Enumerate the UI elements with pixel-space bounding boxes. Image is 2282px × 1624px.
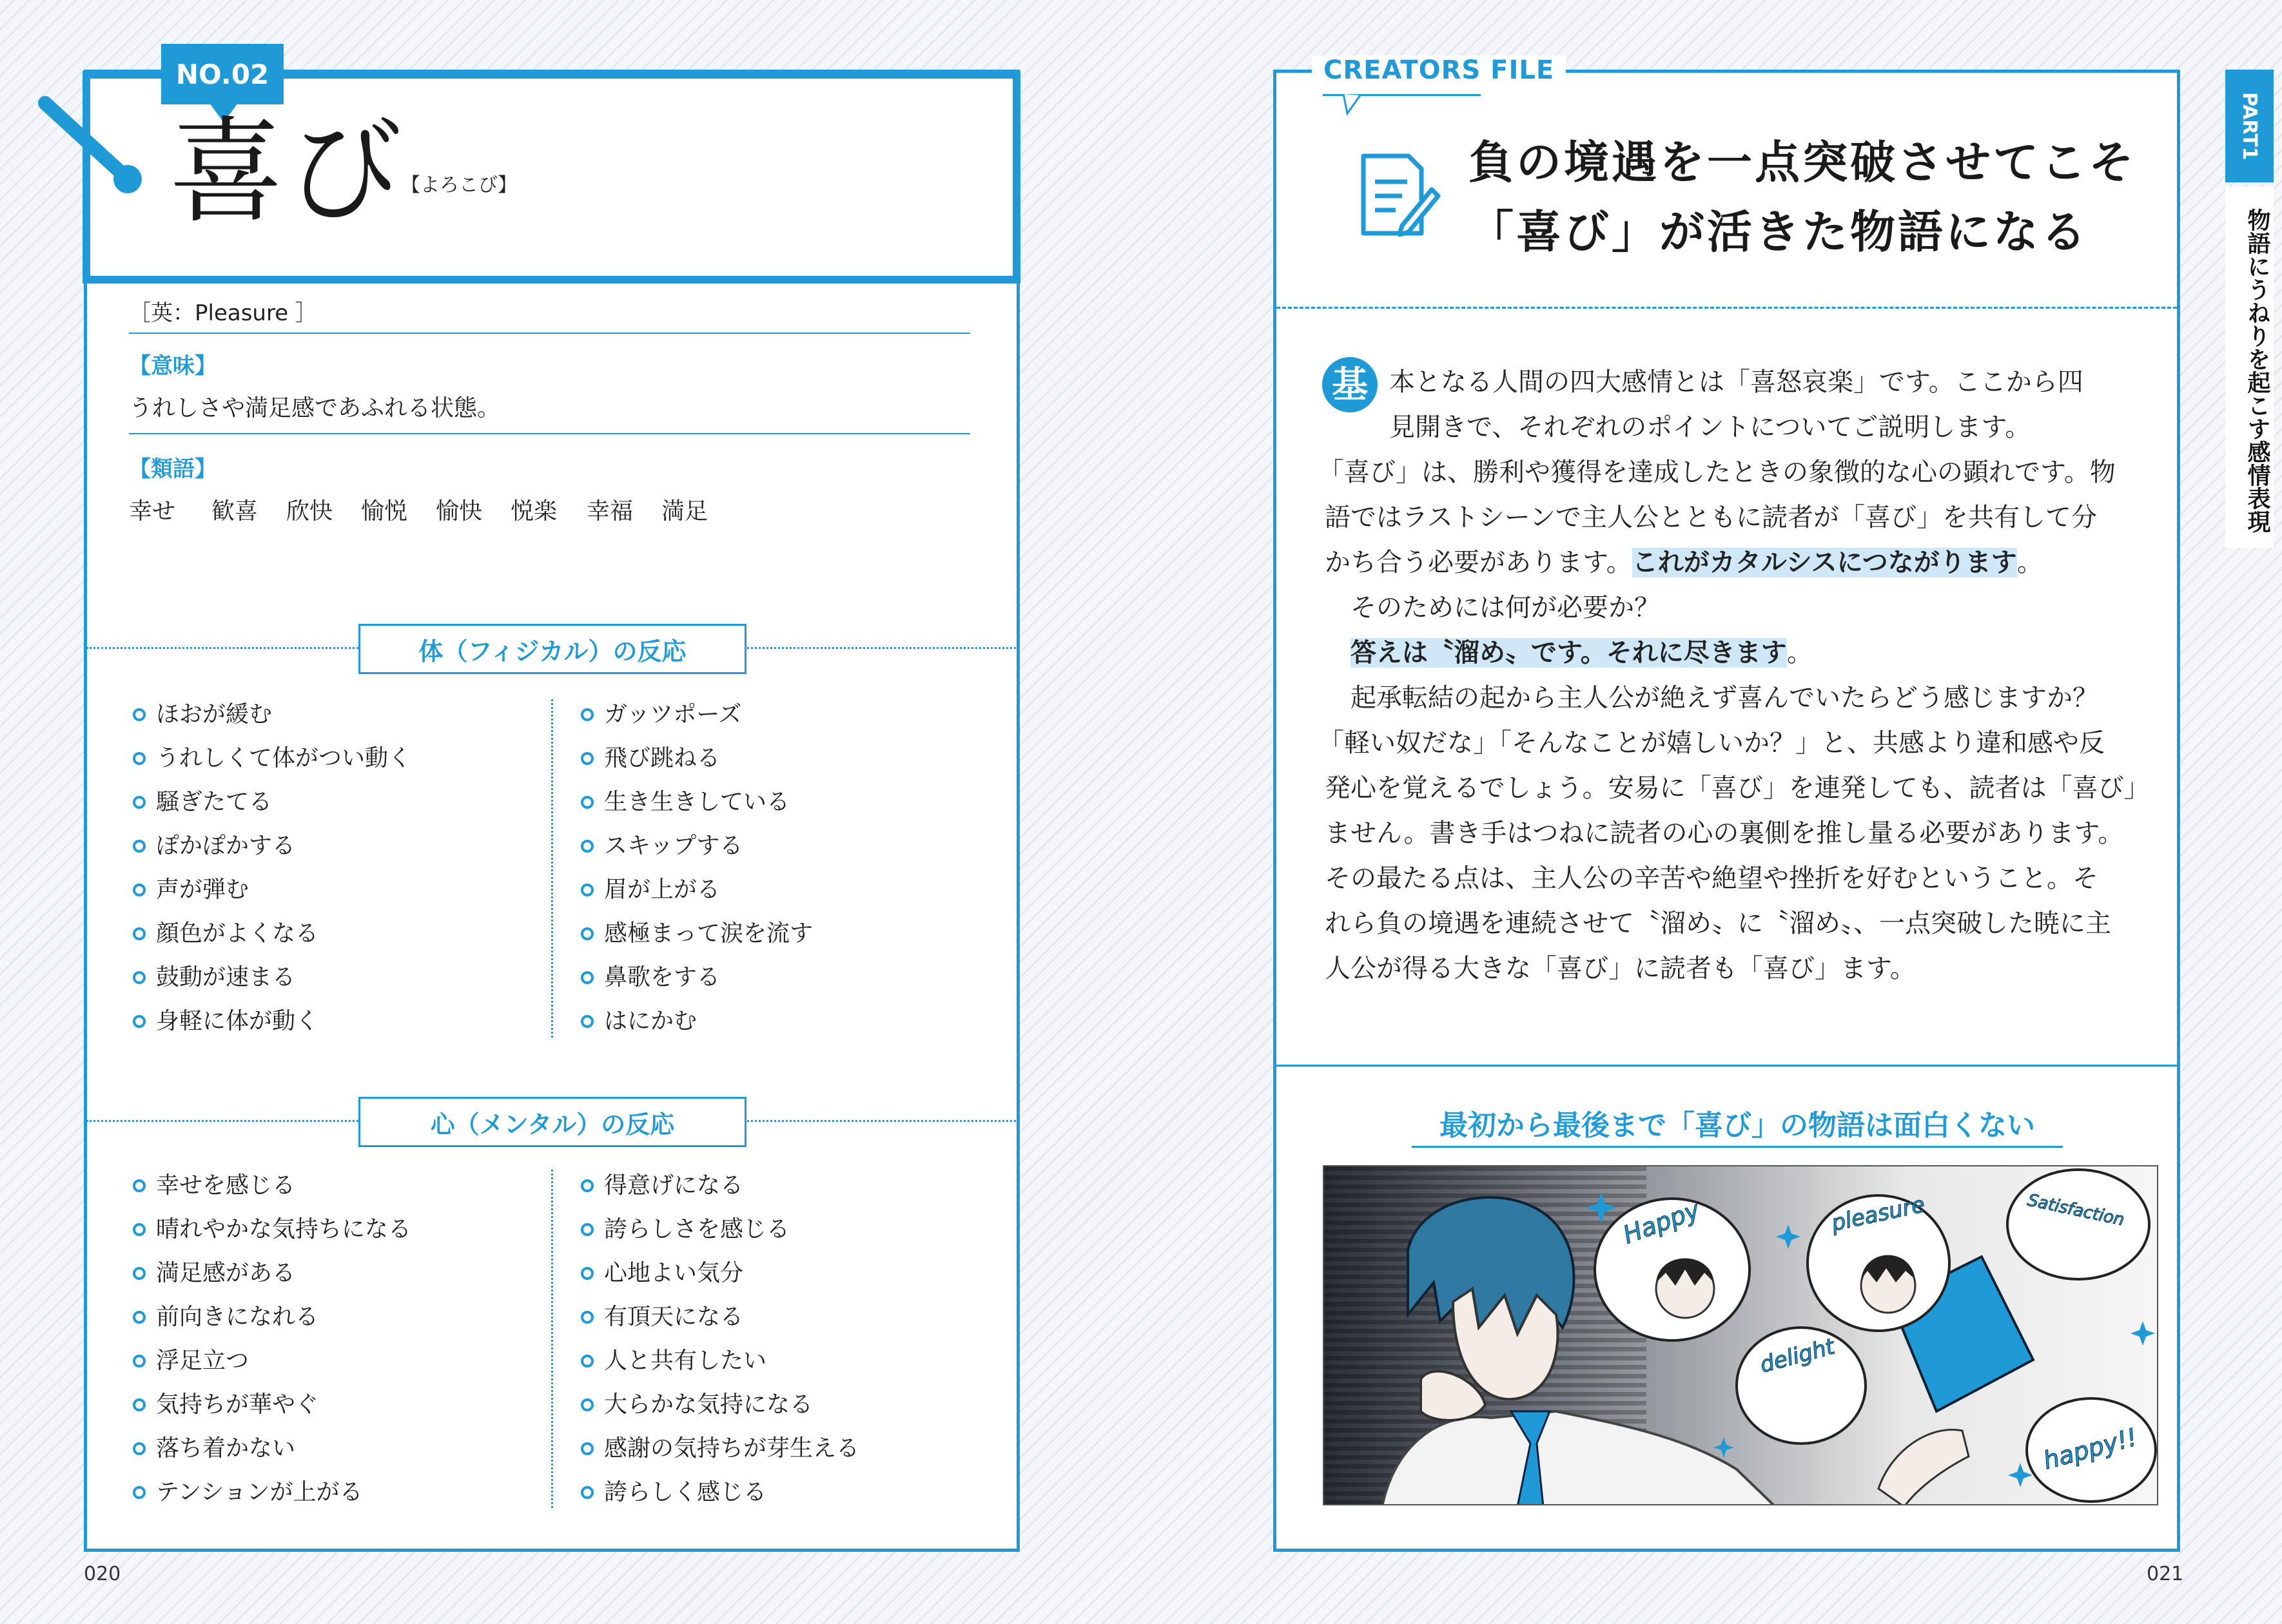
page-title: 喜び bbox=[169, 105, 406, 238]
pin-icon bbox=[26, 84, 155, 200]
list-item: 得意げになる bbox=[577, 1164, 964, 1208]
list-item: 声が弾む bbox=[129, 868, 516, 912]
title-reading: 【よろこび】 bbox=[401, 174, 517, 197]
list-item: 飛び跳ねる bbox=[577, 737, 964, 780]
synonym: 欣快 bbox=[286, 498, 333, 525]
list-item: 満足感がある bbox=[129, 1252, 516, 1295]
synonym: 幸福 bbox=[587, 498, 634, 525]
list-item: 身軽に体が動く bbox=[129, 1000, 516, 1043]
english-term: ［英：Pleasure ］ bbox=[129, 300, 317, 326]
list-item: スキップする bbox=[577, 824, 964, 868]
chapter-tab-label: 物語にうねりを起こす感情表現 bbox=[2225, 187, 2274, 548]
list-item: ぽかぽかする bbox=[129, 824, 516, 868]
section-divider bbox=[1276, 307, 2177, 309]
list-item: うれしくて体がつい動く bbox=[129, 737, 516, 780]
manga-illustration bbox=[1323, 1165, 2158, 1505]
list-item: 感謝の気持ちが芽生える bbox=[577, 1427, 964, 1471]
creators-file-tag: CREATORS FILE bbox=[1312, 55, 1566, 85]
list-item: 感極まって涙を流す bbox=[577, 912, 964, 956]
bubble-word: Happy bbox=[1619, 1195, 1704, 1250]
list-item: 誇らしく感じる bbox=[577, 1471, 964, 1514]
physical-section-title: 体（フィジカル）の反応 bbox=[358, 624, 746, 674]
synonym: 愉悦 bbox=[361, 498, 408, 525]
highlight: これがカタルシスにつながります bbox=[1632, 548, 2017, 577]
mental-section-title: 心（メンタル）の反応 bbox=[358, 1097, 746, 1147]
list-item: 人と共有したい bbox=[577, 1339, 964, 1383]
synonym: 愉快 bbox=[436, 498, 483, 525]
meaning-text: うれしさや満足感であふれる状態。 bbox=[129, 395, 501, 421]
physical-list-left bbox=[129, 693, 516, 1043]
list-item: 有頂天になる bbox=[577, 1295, 964, 1339]
list-item: 気持ちが華やぐ bbox=[129, 1383, 516, 1427]
highlight: 答えは〝溜め〟です。それに尽きます bbox=[1351, 638, 1787, 668]
bubble-word: pleasure bbox=[1829, 1192, 1927, 1237]
list-item: 大らかな気持になる bbox=[577, 1383, 964, 1427]
list-item: 落ち着かない bbox=[129, 1427, 516, 1471]
synonym: 悦楽 bbox=[511, 498, 558, 525]
mental-list-left bbox=[129, 1164, 516, 1514]
divider bbox=[129, 433, 970, 434]
list-item: テンションが上がる bbox=[129, 1471, 516, 1514]
bubble-word: Satisfaction bbox=[2025, 1190, 2127, 1230]
synonyms-label: 【類語】 bbox=[129, 456, 217, 482]
list-item: 鼓動が速まる bbox=[129, 956, 516, 1000]
illustration-heading: 最初から最後まで「喜び」の物語は面白くない bbox=[1439, 1109, 2035, 1142]
synonym: 満足 bbox=[661, 498, 708, 525]
list-item: ほおが緩む bbox=[129, 693, 516, 737]
list-item: ガッツポーズ bbox=[577, 693, 964, 737]
column-divider bbox=[551, 1170, 553, 1508]
body-text: 基 本となる人間の四大感情とは「喜怒哀楽」です。ここから四 見開きで、それぞれのポイントについてご説明します。 「喜び」は、勝利や獲得を達成したときの象徴的な心の顕れです。物 語ではラストシーンで主人公とともに読者が「喜び」を共有して分 かち合う必要があります。これがカタルシスにつながります。 そのためには何が必要か？ 答えは〝溜め〟です。それに尽きます。 起承転結の起から主人公が絶えず喜んでいたらどう感じますか？ 「軽い奴だな」「そんなことが嬉しいか？」と、共感より違和感や反 発心を覚えるでしょう。安易に「喜び」を連発しても、読者は「喜び」 ません。書き手はつねに読者の心の裏側を推し量る必要があります。 その最たる点は、主人公の辛苦や絶望や挫折を好むということ。そ れら負の境遇を連続させて〝溜め〟に〝溜め〟、一点突破した暁に主 人公が得る大きな「喜び」に読者も「喜び」ます。 bbox=[1325, 360, 2163, 991]
list-item: 心地よい気分 bbox=[577, 1252, 964, 1295]
list-item: 晴れやかな気持ちになる bbox=[129, 1208, 516, 1252]
tag-pointer-icon bbox=[1341, 94, 1367, 120]
part-tab: PART1 bbox=[2225, 70, 2274, 182]
mental-list-right bbox=[577, 1164, 964, 1514]
headline-line: 負の境遇を一点突破させてこそ bbox=[1468, 136, 2136, 189]
list-item: 眉が上がる bbox=[577, 868, 964, 912]
heading-underline bbox=[1412, 1146, 2063, 1148]
page-number-left: 020 bbox=[84, 1563, 121, 1585]
physical-list-right bbox=[577, 693, 964, 1043]
illustration-art bbox=[1324, 1166, 2158, 1505]
bubble-word: delight bbox=[1757, 1333, 1838, 1378]
page-number-right: 021 bbox=[2147, 1563, 2184, 1585]
drop-cap: 基 bbox=[1322, 357, 1378, 412]
column-divider bbox=[551, 699, 553, 1038]
document-pen-icon bbox=[1357, 150, 1441, 240]
list-item: 鼻歌をする bbox=[577, 956, 964, 1000]
list-item: 誇らしさを感じる bbox=[577, 1208, 964, 1252]
divider bbox=[1276, 1065, 2177, 1067]
divider bbox=[129, 333, 970, 334]
entry-number-tab: NO.02 bbox=[161, 44, 284, 104]
list-item: 騒ぎたてる bbox=[129, 780, 516, 824]
headline-line: 「喜び」が活きた物語になる bbox=[1468, 206, 2089, 258]
synonym: 歓喜 bbox=[211, 498, 258, 525]
list-item: 浮足立つ bbox=[129, 1339, 516, 1383]
list-item: 幸せを感じる bbox=[129, 1164, 516, 1208]
list-item: はにかむ bbox=[577, 1000, 964, 1043]
list-item: 顔色がよくなる bbox=[129, 912, 516, 956]
meaning-label: 【意味】 bbox=[129, 353, 217, 379]
synonyms-list bbox=[129, 493, 902, 525]
list-item: 生き生きしている bbox=[577, 780, 964, 824]
headline bbox=[1468, 128, 2136, 267]
list-item: 前向きになれる bbox=[129, 1295, 516, 1339]
synonym: 幸せ bbox=[129, 498, 176, 525]
bubble-word: happy!! bbox=[2040, 1422, 2140, 1475]
